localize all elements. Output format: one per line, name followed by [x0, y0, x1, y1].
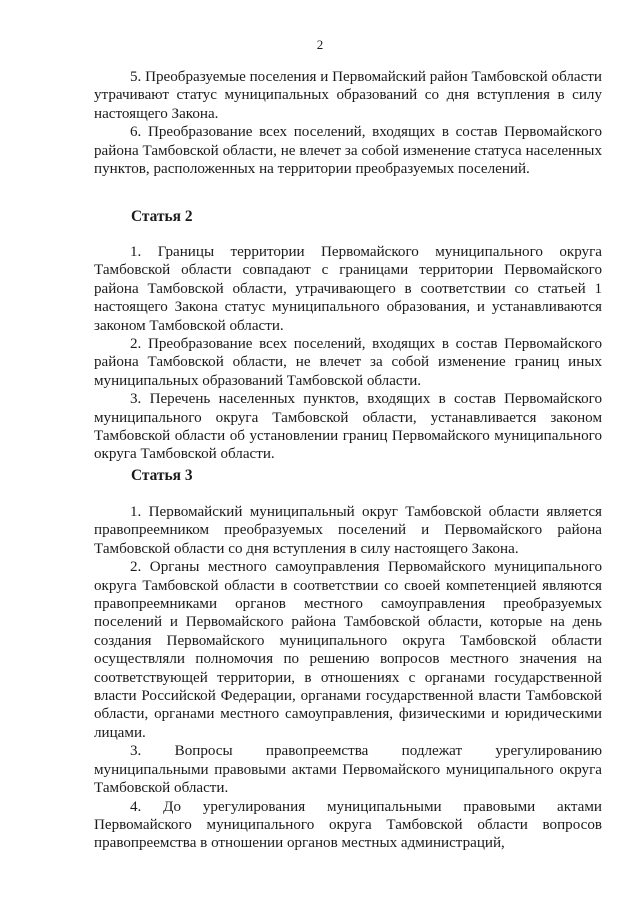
article-2-body [94, 243, 602, 464]
article-2-title: Статья 2 [131, 208, 193, 225]
article-3-paragraph-4: 4. До урегулирования муниципальными правовыми актами Первомайского муниципального округа Тамбовской области вопросов правопреемства в отношении органов местных администраций, [94, 798, 602, 852]
article-3-paragraph-1: 1. Первомайский муниципальный округ Тамбовской области является правопреемником преобразуемых поселений и Первомайского района Тамбовской области со дня вступления в силу настоящего Закона. [94, 504, 602, 557]
article-2-paragraph-2: 2. Преобразование всех поселений, входящих в состав Первомайского района Тамбовской области, не влечет за собой изменение границ иных муниципальных образований Тамбовской области. [94, 336, 602, 389]
section-continuation [94, 68, 602, 178]
article-3-paragraph-3: 3. Вопросы правопреемства подлежат урегулированию муниципальными правовыми актами Первомайского муниципального округа Тамбовской области. [94, 743, 602, 797]
article-2-paragraph-1: 1. Границы территории Первомайского муниципального округа Тамбовской области совпадают с границами территории Первомайского района Тамбовской области, утрачивающего в соответствии со статьей 1 настоящего Закона статус муниципального образования, и устанавливаются законом Тамбовской области. [94, 244, 602, 334]
article-2-paragraph-3: 3. Перечень населенных пунктов, входящих в состав Первомайского муниципального округа Тамбовской области, устанавливается законом Тамбовской области об установлении границ Первомайского муниципального округа Тамбовской области. [94, 391, 602, 463]
article-3-body [94, 503, 602, 853]
article-3-title: Статья 3 [131, 467, 193, 484]
paragraph-5: 5. Преобразуемые поселения и Первомайский район Тамбовской области утрачивают статус муниципальных образований со дня вступления в силу настоящего Закона. [94, 69, 602, 122]
article-3-paragraph-2: 2. Органы местного самоуправления Первомайского муниципального округа Тамбовской области в соответствии со своей компетенцией являются правопреемниками органов местного самоуправления преобразуемых поселений и Первомайского района Тамбовской области, которые на день создания Первомайского муниципального округа Тамбовской области осуществляли полномочия по решению вопросов местного значения на соответствующей территории, в отношениях с органами государственной власти Российской Федерации, органами государственной власти Тамбовской области, органами местного самоуправления, физическими и юридическими лицами. [94, 559, 602, 741]
page-number: 2 [316, 37, 324, 52]
paragraph-6: 6. Преобразование всех поселений, входящих в состав Первомайского района Тамбовской области, не влечет за собой изменение статуса населенных пунктов, расположенных на территории преобразуемых поселений. [94, 124, 602, 178]
